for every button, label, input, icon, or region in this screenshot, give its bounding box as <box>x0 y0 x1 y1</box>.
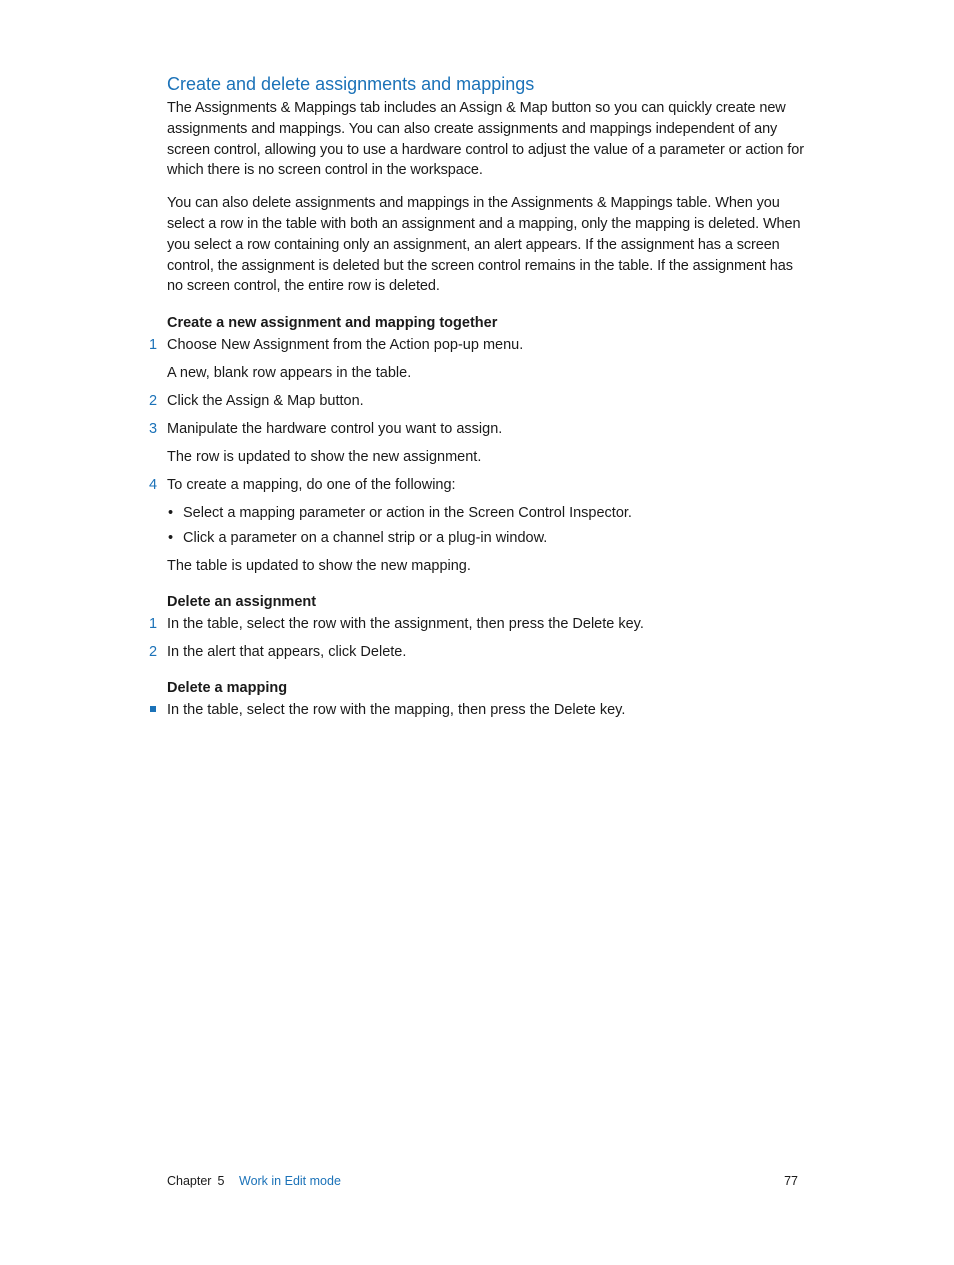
intro-paragraph-1: The Assignments & Mappings tab includes an Assign & Map button so you can quickly create new assignments and mappings. You can also create assignments and mappings independent of any screen control, allowing you to use a hardware control to adjust the value of a parameter or action for which there is no screen control in the workspace. <box>167 100 804 179</box>
step-item <box>149 614 807 634</box>
step-result: The table is updated to show the new mapping. <box>167 558 471 575</box>
task-heading-create: Create a new assignment and mapping together <box>167 315 498 332</box>
step-result: A new, blank row appears in the table. <box>167 365 412 382</box>
square-bullet-icon <box>150 706 156 712</box>
step-item <box>149 335 807 355</box>
task-heading-delete-mapping: Delete a mapping <box>167 680 288 697</box>
step-text: In the alert that appears, click Delete. <box>167 644 407 661</box>
step-number: 4 <box>149 477 158 494</box>
bullet-dot-icon: • <box>168 505 174 522</box>
step-number: 3 <box>149 421 158 438</box>
step-text: Manipulate the hardware control you want to assign. <box>167 421 503 438</box>
page-content <box>149 72 807 728</box>
bullet-text: Select a mapping parameter or action in the Screen Control Inspector. <box>183 505 632 522</box>
bullet-text: Click a parameter on a channel strip or a plug-in window. <box>183 530 548 547</box>
step-number: 2 <box>149 393 158 410</box>
step-item <box>149 419 807 439</box>
step-number: 1 <box>149 616 158 633</box>
step-result: The row is updated to show the new assignment. <box>167 449 482 466</box>
section-title: Create and delete assignments and mappings <box>167 74 535 94</box>
bullet-dot-icon: • <box>168 530 174 547</box>
step-text: In the table, select the row with the assignment, then press the Delete key. <box>167 616 644 633</box>
step-text: Click the Assign & Map button. <box>167 393 364 410</box>
bullet-item <box>168 528 807 548</box>
step-text: Choose New Assignment from the Action pop-up menu. <box>167 337 524 354</box>
single-step-item <box>167 700 807 720</box>
footer-page-number: 77 <box>784 1174 798 1188</box>
step-item <box>149 391 807 411</box>
step-item <box>149 475 807 495</box>
step-text: In the table, select the row with the mapping, then press the Delete key. <box>167 702 626 719</box>
bullet-item <box>168 503 807 523</box>
task-heading-delete-assignment: Delete an assignment <box>167 594 317 611</box>
step-number: 1 <box>149 337 158 354</box>
footer-chapter-link[interactable]: Work in Edit mode <box>239 1174 341 1188</box>
step-item <box>149 642 807 662</box>
footer-chapter <box>167 1173 224 1189</box>
step-text: To create a mapping, do one of the following: <box>167 477 456 494</box>
step-number: 2 <box>149 644 158 661</box>
footer-chapter-number: 5 <box>217 1174 225 1188</box>
footer-chapter-label: Chapter <box>167 1174 212 1188</box>
intro-paragraph-2: You can also delete assignments and mappings in the Assignments & Mappings table. When you select a row in the table with both an assignment and a mapping, only the mapping is deleted. When you select a row containing only an assignment, an alert appears. If the assignment has a screen control, the assignment is deleted but the screen control remains in the table. If the assignment has no screen control, the entire row is deleted. <box>167 195 801 295</box>
